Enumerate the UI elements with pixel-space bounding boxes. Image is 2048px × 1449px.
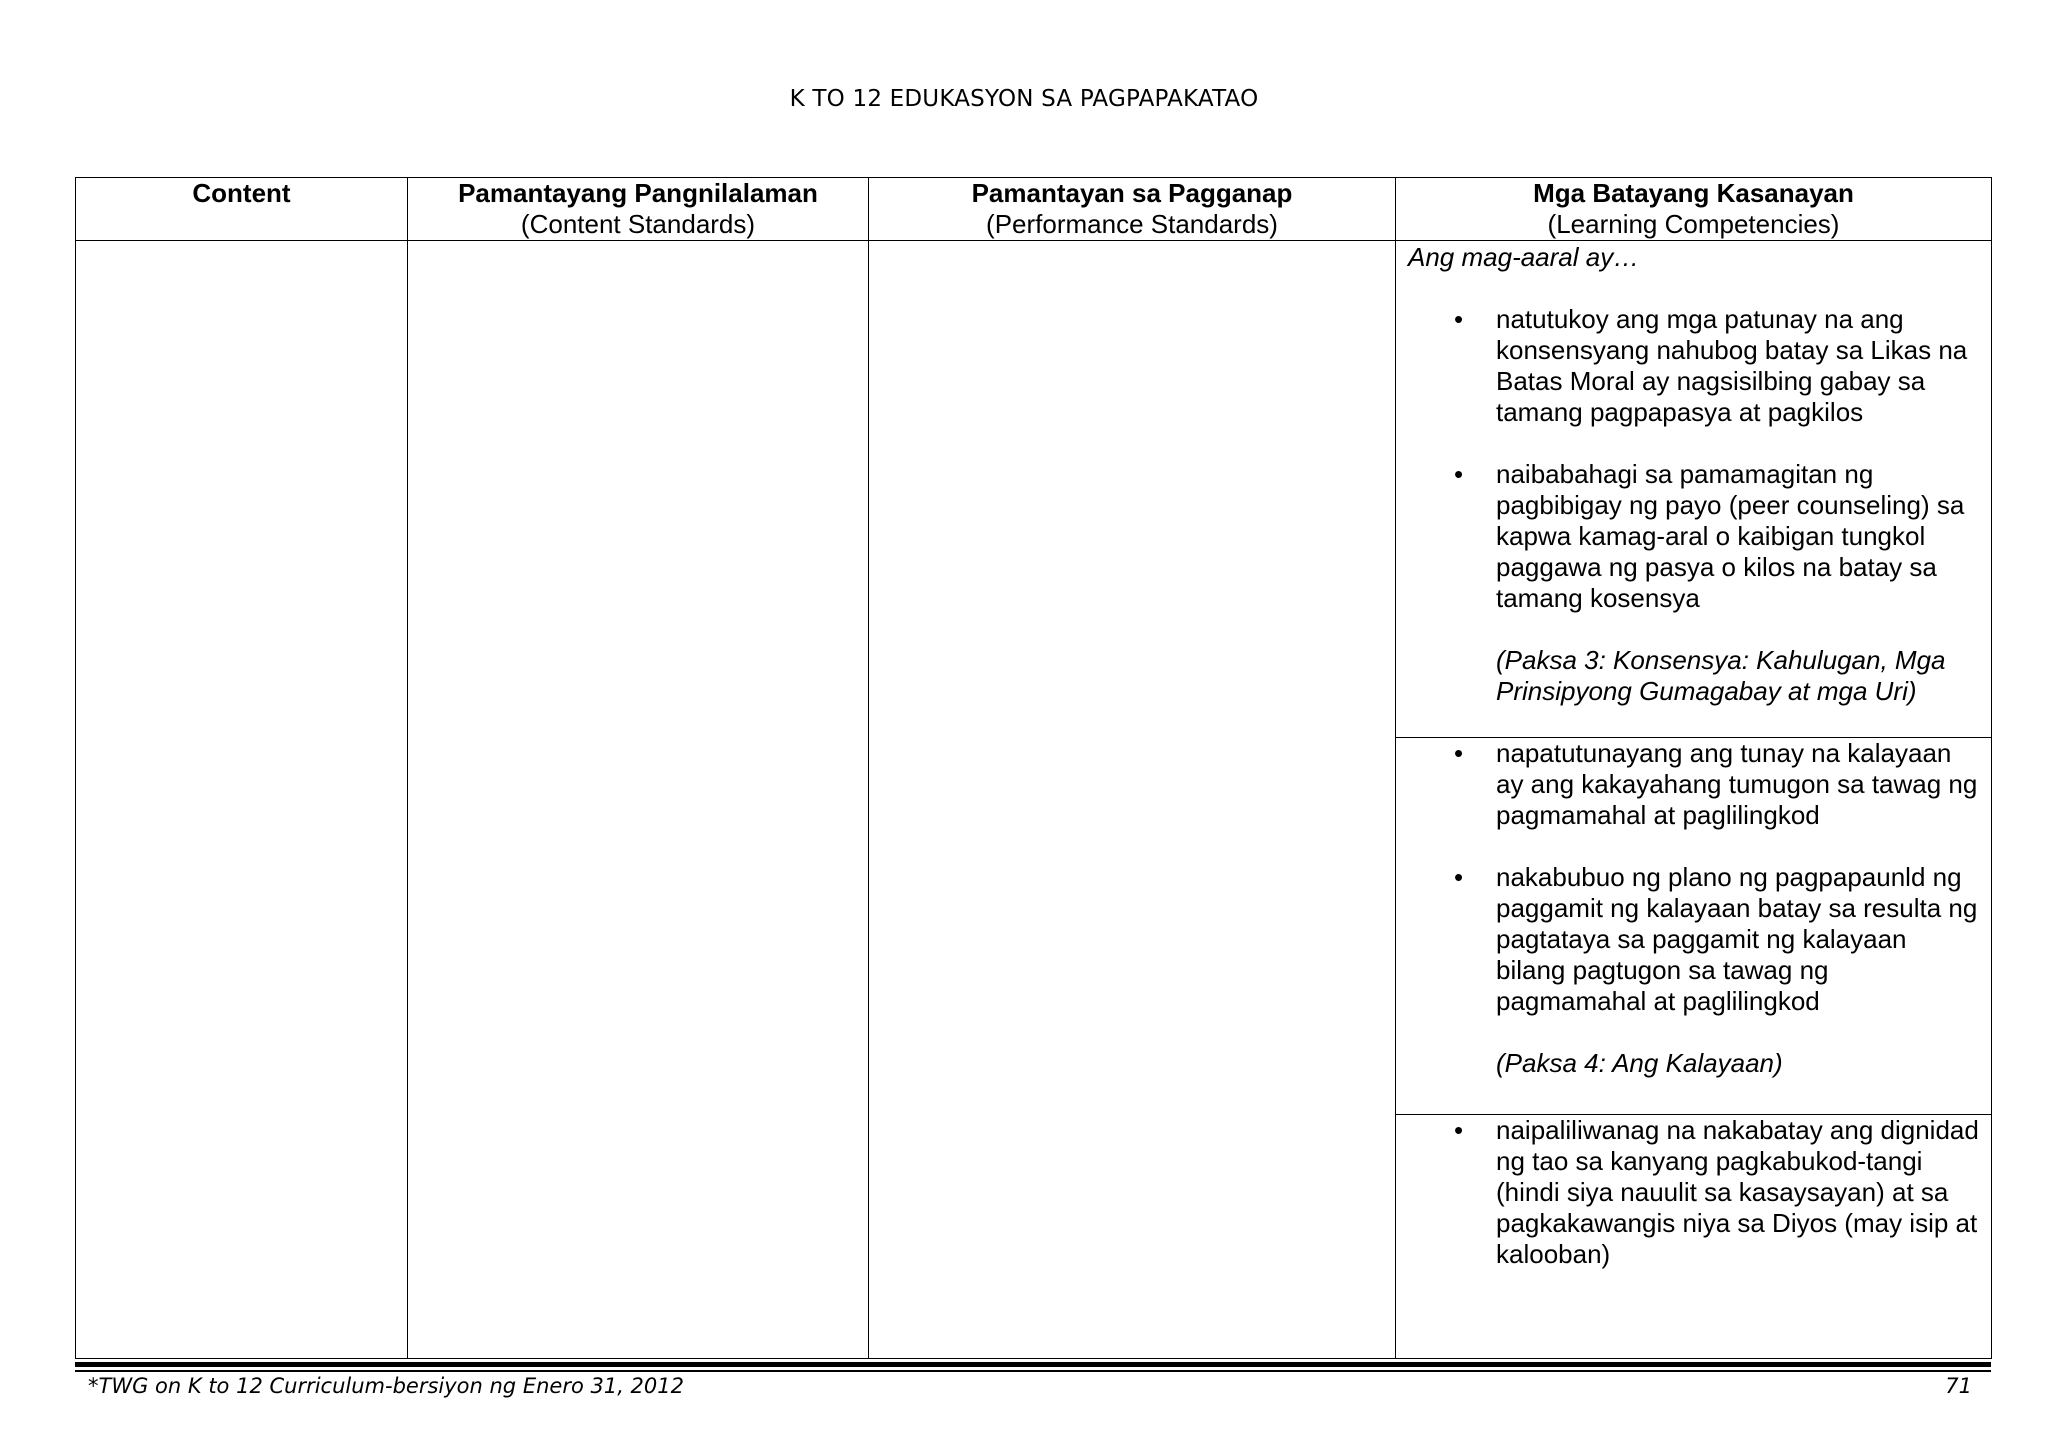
- list-item: • napatutunayang ang tunay na kalayaan ay ang kakayahang tumugon sa tawag ng pagmamahal at paglilingkod: [1408, 738, 1981, 831]
- header-performance-standards-sub: (Performance Standards): [986, 209, 1278, 239]
- header-content-standards-title: Pamantayang Pangnilalaman: [458, 178, 818, 208]
- header-performance-standards-title: Pamantayan sa Pagganap: [971, 178, 1293, 208]
- table-row: [76, 241, 1992, 738]
- list-item: • nakabubuo ng plano ng pagpapaunld ng paggamit ng kalayaan batay sa resulta ng pagtataya sa paggamit ng kalayaan bilang pagtugon sa tawag ng pagmamahal at paglilingkod: [1408, 862, 1981, 1017]
- footer-rule-thin: [75, 1370, 1991, 1372]
- header-content: [76, 178, 408, 241]
- performance-standards-cell: [869, 241, 1396, 1359]
- content-standards-cell: [408, 241, 869, 1359]
- header-performance-standards: [869, 178, 1396, 241]
- curriculum-table: [75, 177, 1992, 1359]
- content-cell: [76, 241, 408, 1359]
- header-learning-competencies-sub: (Learning Competencies): [1547, 209, 1840, 239]
- header-content-standards-sub: (Content Standards): [520, 209, 756, 239]
- topic-label-1: (Paksa 3: Konsensya: Kahulugan, Mga Prinsipyong Gumagabay at mga Uri): [1496, 645, 1946, 706]
- header-content-standards: [408, 178, 869, 241]
- header-row: [76, 178, 1992, 241]
- footer-version-note: *TWG on K to 12 Curriculum-bersiyon ng Enero 31, 2012: [88, 1374, 684, 1398]
- header-content-title: Content: [192, 178, 291, 208]
- competency-cell-1: [1396, 241, 1992, 738]
- competency-cell-2: [1396, 738, 1992, 1115]
- topic-label-2: (Paksa 4: Ang Kalayaan): [1496, 1048, 1783, 1078]
- header-learning-competencies: [1396, 178, 1992, 241]
- page-number: 71: [1945, 1374, 1972, 1398]
- competency-list-3: [1408, 1115, 1981, 1270]
- competency-intro: Ang mag-aaral ay…: [1408, 242, 1640, 272]
- competency-cell-3: [1396, 1115, 1992, 1359]
- list-item: • naibabahagi sa pamamagitan ng pagbibigay ng payo (peer counseling) sa kapwa kamag-aral o kaibigan tungkol paggawa ng pasya o kilos na batay sa tamang kosensya: [1408, 459, 1981, 614]
- footer-rule-thick: [75, 1362, 1991, 1367]
- header-learning-competencies-title: Mga Batayang Kasanayan: [1533, 178, 1854, 208]
- competency-list-1: [1408, 304, 1981, 614]
- competency-list-2: [1408, 738, 1981, 1017]
- list-item: • naipaliliwanag na nakabatay ang dignidad ng tao sa kanyang pagkabukod-tangi (hindi siya nauulit sa kasaysayan) at sa pagkakawangis niya sa Diyos (may isip at kalooban): [1408, 1115, 1981, 1270]
- list-item: • natutukoy ang mga patunay na ang konsensyang nahubog batay sa Likas na Batas Moral ay nagsisilbing gabay sa tamang pagpapasya at pagkilos: [1408, 304, 1981, 428]
- document-title: K TO 12 EDUKASYON SA PAGPAPAKATAO: [789, 86, 1259, 112]
